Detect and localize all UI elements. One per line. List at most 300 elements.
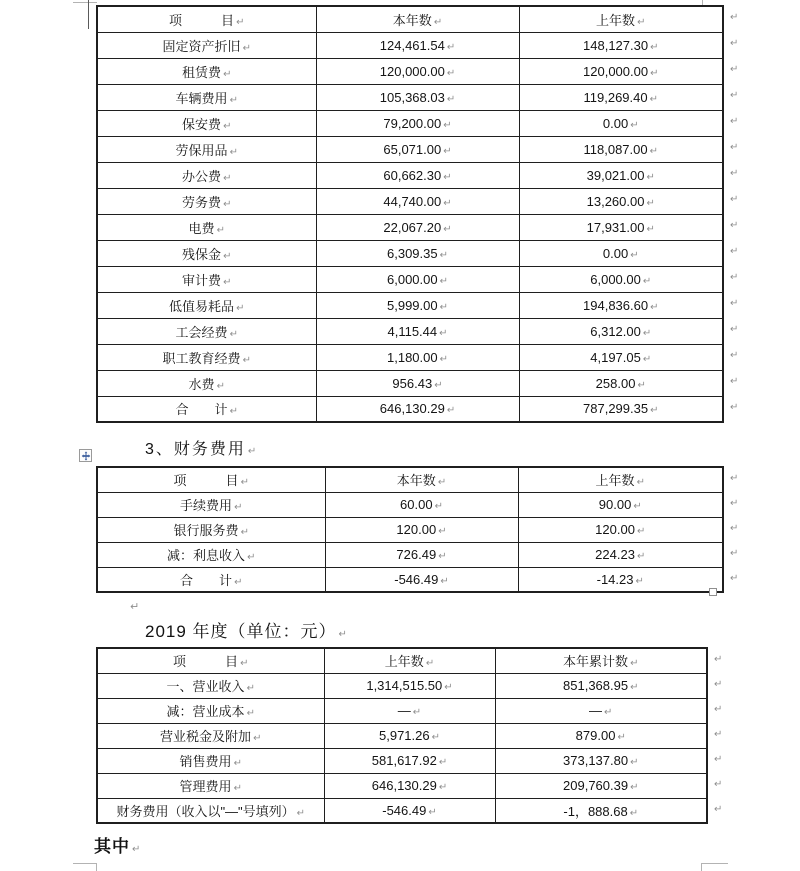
finance-expense-table-grid: [96, 466, 724, 593]
cell-text: 销售费用: [179, 754, 232, 769]
table-cell[interactable]: [324, 723, 495, 748]
header-cell[interactable]: [324, 648, 495, 673]
pilcrow-mark: ↵: [229, 146, 238, 158]
table-cell[interactable]: [518, 567, 723, 592]
pilcrow-mark: ↵: [642, 275, 652, 287]
table-row: [97, 798, 707, 823]
table-cell[interactable]: [97, 396, 316, 422]
table-cell[interactable]: [97, 84, 316, 110]
pilcrow-mark: ↵: [439, 327, 448, 339]
pilcrow-mark: ↵: [439, 301, 448, 313]
cell-text: 项 目: [173, 473, 239, 489]
cell-text: 787,299.35: [583, 401, 649, 417]
table-cell[interactable]: [518, 492, 723, 517]
pilcrow-mark: ↵: [446, 405, 456, 417]
pilcrow-mark: ↵: [130, 600, 140, 613]
cell-text: 工会经费: [175, 324, 228, 340]
table-row: [97, 723, 707, 748]
table-cell[interactable]: [519, 188, 723, 214]
table-cell[interactable]: [316, 110, 519, 136]
cell-text: 118,087.00: [583, 141, 648, 157]
table-cell[interactable]: [97, 266, 316, 292]
table-cell[interactable]: [495, 673, 707, 698]
table-cell[interactable]: [97, 773, 324, 798]
table-cell[interactable]: [325, 567, 518, 592]
pilcrow-mark: ↵: [223, 276, 232, 288]
cell-text: 194,836.60: [583, 297, 649, 313]
pilcrow-mark: ↵: [633, 501, 642, 512]
cell-text: 39,021.00: [586, 167, 645, 183]
table-row: [97, 773, 707, 798]
table-cell[interactable]: [495, 798, 707, 823]
pilcrow-mark: ↵: [240, 477, 249, 489]
pilcrow-mark: ↵: [444, 682, 453, 693]
cell-text: 60.00: [400, 497, 433, 512]
pilcrow-mark: ↵: [440, 575, 449, 587]
cell-text: 726.49: [396, 547, 437, 562]
pilcrow-mark: ↵: [730, 38, 739, 49]
table-row: [97, 136, 723, 162]
year-2019-summary-table: [96, 647, 723, 824]
table-row: [97, 396, 723, 422]
table-cell[interactable]: [97, 136, 316, 162]
pilcrow-mark: ↵: [446, 67, 456, 79]
pilcrow-mark: ↵: [132, 844, 142, 855]
pilcrow-mark: ↵: [730, 142, 739, 153]
pilcrow-mark: ↵: [730, 473, 739, 484]
cell-text: 上年数: [596, 12, 636, 28]
pilcrow-mark: ↵: [714, 779, 723, 790]
pilcrow-mark: ↵: [431, 732, 440, 743]
cell-text: 营业税金及附加: [160, 729, 252, 744]
pilcrow-mark: ↵: [646, 223, 655, 235]
pilcrow-mark: ↵: [242, 354, 251, 366]
table-cell[interactable]: [97, 240, 316, 266]
cell-text: 22,067.20: [383, 219, 442, 235]
cell-text: 办公费: [182, 168, 222, 184]
pilcrow-mark: ↵: [730, 402, 739, 413]
pilcrow-mark: ↵: [437, 477, 447, 489]
table-cell[interactable]: [316, 214, 519, 240]
pilcrow-mark: ↵: [223, 120, 232, 132]
pilcrow-mark: ↵: [216, 224, 225, 236]
cell-text: 6,000.00: [387, 271, 438, 287]
pilcrow-mark: ↵: [433, 16, 443, 28]
cell-text: 1,180.00: [387, 349, 438, 365]
cell-text: 0.00: [602, 245, 629, 261]
heading-text: 其中: [94, 837, 130, 856]
table-cell[interactable]: [316, 240, 519, 266]
table-cell[interactable]: [316, 84, 519, 110]
cell-text: 373,137.80: [563, 753, 629, 768]
table-cell[interactable]: [316, 136, 519, 162]
cell-text: 65,071.00: [383, 141, 442, 157]
pilcrow-mark: ↵: [642, 327, 652, 339]
pilcrow-mark: ↵: [229, 328, 238, 340]
table-cell[interactable]: [495, 773, 707, 798]
pilcrow-mark: ↵: [443, 223, 452, 235]
table-cell[interactable]: [519, 240, 723, 266]
cell-text: 项 目: [173, 654, 239, 670]
pilcrow-mark: ↵: [649, 145, 658, 157]
cell-text: 6,312.00: [590, 323, 641, 339]
table-cell[interactable]: [316, 58, 519, 84]
cell-text: 119,269.40: [583, 89, 648, 105]
cell-text: —: [589, 703, 603, 718]
table-cell[interactable]: [316, 32, 519, 58]
table-cell[interactable]: [97, 292, 316, 318]
finance-expense-table: [96, 466, 739, 593]
header-cell[interactable]: [495, 648, 707, 673]
table-cell[interactable]: [495, 698, 707, 723]
pilcrow-mark: ↵: [730, 246, 739, 257]
text-boundary-mark-bottom-left: [73, 863, 97, 864]
section-heading-year-2019[interactable]: [145, 617, 348, 642]
table-resize-handle[interactable]: [709, 588, 717, 596]
cell-text: 本年累计数: [563, 654, 629, 670]
cell-text: 合 计: [175, 402, 228, 418]
table-cell[interactable]: [519, 292, 723, 318]
cell-text: 44,740.00: [383, 193, 442, 209]
table-cell[interactable]: [519, 266, 723, 292]
table-cell[interactable]: [316, 266, 519, 292]
cell-text: 581,617.92: [371, 753, 437, 768]
management-expense-table: [96, 5, 739, 423]
table-row: [97, 698, 707, 723]
pilcrow-mark: ↵: [439, 249, 448, 261]
end-of-row-marks: [714, 647, 722, 822]
cell-text: 本年数: [396, 473, 436, 489]
table-cell[interactable]: [519, 84, 723, 110]
cell-text: 79,200.00: [383, 115, 442, 131]
cell-text: 224.23: [595, 547, 635, 562]
pilcrow-mark: ↵: [714, 804, 723, 815]
header-row: [97, 648, 707, 673]
pilcrow-mark: ↵: [446, 93, 456, 105]
pilcrow-mark: ↵: [438, 526, 447, 537]
cell-text: 银行服务费: [173, 523, 239, 538]
table-cell[interactable]: [97, 188, 316, 214]
table-cell[interactable]: [325, 542, 518, 567]
cell-text: 879.00: [575, 728, 616, 743]
end-of-row-marks: [730, 466, 738, 591]
pilcrow-mark: ↵: [236, 302, 245, 314]
pilcrow-mark: ↵: [223, 250, 232, 262]
table-cell[interactable]: [519, 344, 723, 370]
cell-text: 124,461.54: [379, 37, 445, 53]
cell-text: 120,000.00: [379, 63, 445, 79]
table-cell[interactable]: [495, 748, 707, 773]
table-row: [97, 266, 723, 292]
cell-text: 职工教育经费: [162, 350, 241, 366]
heading-text: 2019 年度（单位：元）: [145, 622, 337, 641]
pilcrow-mark: ↵: [434, 501, 443, 512]
cell-text: 120.00: [595, 522, 635, 537]
cell-text: 一、营业收入: [166, 679, 245, 694]
pilcrow-mark: ↵: [637, 16, 646, 28]
pilcrow-mark: ↵: [223, 68, 232, 80]
table-cell[interactable]: [519, 110, 723, 136]
table-cell[interactable]: [97, 344, 316, 370]
pilcrow-mark: ↵: [730, 272, 739, 283]
cell-text: 90.00: [598, 497, 632, 512]
pilcrow-mark: ↵: [730, 498, 739, 509]
table-cell[interactable]: [518, 517, 723, 542]
cell-text: 646,130.29: [371, 778, 437, 793]
table-row: [97, 32, 723, 58]
pilcrow-mark: ↵: [630, 757, 639, 768]
pilcrow-mark: ↵: [240, 527, 249, 538]
table-row: [97, 292, 723, 318]
table-cell[interactable]: [324, 673, 495, 698]
table-row: [97, 517, 723, 542]
table-cell[interactable]: [519, 58, 723, 84]
table-cell[interactable]: [97, 58, 316, 84]
pilcrow-mark: ↵: [234, 502, 243, 513]
cell-text: 固定资产折旧: [162, 38, 241, 54]
table-cell[interactable]: [316, 344, 519, 370]
heading-qizhong[interactable]: [94, 832, 141, 857]
pilcrow-mark: ↵: [730, 324, 739, 335]
table-cell[interactable]: [97, 318, 316, 344]
table-cell[interactable]: [97, 748, 324, 773]
section-heading-finance-expense[interactable]: [145, 436, 258, 459]
table-row: [97, 110, 723, 136]
table-row: [97, 240, 723, 266]
header-row: [97, 467, 723, 492]
pilcrow-mark: ↵: [234, 576, 243, 588]
pilcrow-mark: ↵: [223, 172, 232, 184]
pilcrow-mark: ↵: [434, 379, 443, 391]
table-cell[interactable]: [97, 492, 325, 517]
pilcrow-mark: ↵: [439, 353, 448, 365]
pilcrow-mark: ↵: [412, 707, 422, 718]
table-row: [97, 58, 723, 84]
table-cell[interactable]: [324, 698, 495, 723]
table-cell[interactable]: [519, 32, 723, 58]
pilcrow-mark: ↵: [730, 523, 739, 534]
table-cell[interactable]: [97, 567, 325, 592]
table-cell[interactable]: [324, 798, 495, 823]
header-cell[interactable]: [518, 467, 723, 492]
pilcrow-mark: ↵: [650, 405, 659, 417]
table-cell[interactable]: [316, 370, 519, 396]
pilcrow-mark: ↵: [428, 806, 437, 818]
pilcrow-mark: ↵: [216, 380, 225, 392]
table-cell[interactable]: [97, 370, 316, 396]
header-cell[interactable]: [97, 6, 316, 32]
pilcrow-mark: ↵: [438, 757, 448, 768]
cell-text: 120.00: [396, 522, 437, 537]
pilcrow-mark: ↵: [246, 708, 255, 719]
text-boundary-mark-bottom-left-stub: [96, 863, 97, 871]
header-cell[interactable]: [97, 648, 324, 673]
pilcrow-mark: ↵: [630, 119, 639, 131]
pilcrow-mark: ↵: [730, 168, 739, 179]
cell-text: 残保金: [182, 246, 222, 262]
table-cell[interactable]: [519, 162, 723, 188]
pilcrow-mark: ↵: [240, 658, 249, 670]
cell-text: 上年数: [384, 654, 424, 670]
pilcrow-mark: ↵: [439, 275, 448, 287]
cell-text: 4,197.05: [590, 349, 641, 365]
header-cell[interactable]: [316, 6, 519, 32]
pilcrow-mark: ↵: [714, 679, 723, 690]
pilcrow-mark: ↵: [246, 683, 255, 694]
text-boundary-mark-bottom-right: [701, 863, 728, 864]
cell-text: 956.43: [392, 375, 433, 391]
pilcrow-mark: ↵: [730, 194, 739, 205]
cell-text: 项 目: [169, 12, 235, 28]
move-arrows-icon: [81, 451, 91, 461]
management-expense-table-grid: [96, 5, 724, 423]
pilcrow-mark: ↵: [649, 93, 658, 105]
pilcrow-mark: ↵: [730, 548, 739, 559]
pilcrow-mark: ↵: [642, 353, 652, 365]
cell-text: 减：营业成本: [166, 704, 245, 719]
cell-text: 低值易耗品: [169, 298, 235, 314]
pilcrow-mark: ↵: [446, 41, 456, 53]
pilcrow-mark: ↵: [630, 658, 639, 670]
cell-text: 租赁费: [182, 64, 222, 80]
pilcrow-mark: ↵: [730, 350, 739, 361]
pilcrow-mark: ↵: [438, 551, 447, 562]
pilcrow-mark: ↵: [730, 376, 739, 387]
pilcrow-mark: ↵: [443, 145, 452, 157]
cell-text: 减：利息收入: [167, 548, 246, 563]
cell-text: -546.49: [394, 571, 439, 587]
table-move-handle[interactable]: [79, 449, 92, 462]
cell-text: 1,314,515.50: [366, 678, 443, 693]
cell-text: 劳务费: [182, 194, 222, 210]
cell-text: 17,931.00: [586, 219, 645, 235]
table-cell[interactable]: [97, 110, 316, 136]
pilcrow-mark: ↵: [714, 704, 723, 715]
table-cell[interactable]: [97, 32, 316, 58]
table-cell[interactable]: [519, 370, 723, 396]
table-row: [97, 162, 723, 188]
cell-text: 管理费用: [179, 779, 232, 794]
pilcrow-mark: ↵: [636, 551, 646, 562]
table-cell[interactable]: [325, 492, 518, 517]
table-cell[interactable]: [495, 723, 707, 748]
pilcrow-mark: ↵: [242, 42, 251, 54]
cell-text: 148,127.30: [583, 37, 649, 53]
pilcrow-mark: ↵: [338, 629, 348, 640]
pilcrow-mark: ↵: [253, 733, 262, 744]
table-cell[interactable]: [324, 773, 495, 798]
pilcrow-mark: ↵: [443, 119, 452, 131]
table-cell[interactable]: [316, 318, 519, 344]
table-cell[interactable]: [97, 542, 325, 567]
pilcrow-mark: ↵: [438, 782, 448, 793]
table-cell[interactable]: [519, 214, 723, 240]
pilcrow-mark: ↵: [637, 379, 646, 391]
pilcrow-mark: ↵: [714, 754, 723, 765]
pilcrow-mark: ↵: [630, 249, 639, 261]
pilcrow-mark: ↵: [646, 171, 655, 183]
table-cell[interactable]: [518, 542, 723, 567]
pilcrow-mark: ↵: [443, 197, 452, 209]
cell-text: 财务费用（收入以"—"号填列）: [116, 803, 295, 819]
cell-text: 合 计: [180, 572, 233, 588]
cell-text: 车辆费用: [175, 90, 228, 106]
table-cell[interactable]: [316, 396, 519, 422]
pilcrow-mark: ↵: [730, 116, 739, 127]
table-cell[interactable]: [97, 214, 316, 240]
cell-text: —: [397, 703, 411, 718]
pilcrow-mark: ↵: [604, 707, 613, 718]
table-cell[interactable]: [316, 188, 519, 214]
table-row: [97, 214, 723, 240]
cell-text: 258.00: [595, 375, 636, 391]
table-cell[interactable]: [325, 517, 518, 542]
pilcrow-mark: ↵: [247, 552, 256, 563]
pilcrow-mark: ↵: [630, 782, 639, 793]
table-row: [97, 567, 723, 592]
table-cell[interactable]: [519, 396, 723, 422]
cell-text: 5,971.26: [379, 728, 430, 743]
table-cell[interactable]: [97, 162, 316, 188]
header-cell[interactable]: [97, 467, 325, 492]
table-row: [97, 84, 723, 110]
table-cell[interactable]: [324, 748, 495, 773]
cell-text: 209,760.39: [563, 778, 629, 793]
end-of-row-marks: [730, 5, 738, 421]
header-row: [97, 6, 723, 32]
table-cell[interactable]: [316, 292, 519, 318]
table-cell[interactable]: [97, 798, 324, 823]
cell-text: 0.00: [602, 115, 629, 131]
pilcrow-mark: ↵: [229, 406, 238, 418]
pilcrow-mark: ↵: [629, 807, 639, 819]
pilcrow-mark: ↵: [730, 64, 739, 75]
cell-text: 105,368.03: [379, 89, 445, 105]
table-cell[interactable]: [97, 517, 325, 542]
cell-text: 手续费用: [180, 498, 233, 513]
pilcrow-mark: ↵: [635, 575, 644, 587]
table-cell[interactable]: [519, 136, 723, 162]
cell-text: 6,309.35: [387, 245, 438, 261]
cell-text: 劳保用品: [175, 142, 228, 158]
pilcrow-mark: ↵: [714, 729, 723, 740]
pilcrow-mark: ↵: [233, 758, 242, 769]
pilcrow-mark: ↵: [296, 807, 306, 819]
pilcrow-mark: ↵: [425, 658, 435, 670]
pilcrow-mark: ↵: [636, 526, 646, 537]
table-row: [97, 370, 723, 396]
pilcrow-mark: ↵: [650, 301, 659, 313]
table-cell[interactable]: [316, 162, 519, 188]
pilcrow-mark: ↵: [646, 197, 655, 209]
cell-text: 5,999.00: [387, 297, 438, 313]
header-cell[interactable]: [325, 467, 518, 492]
table-cell[interactable]: [519, 318, 723, 344]
table-cell[interactable]: [97, 673, 324, 698]
table-cell[interactable]: [97, 698, 324, 723]
table-cell[interactable]: [97, 723, 324, 748]
table-row: [97, 318, 723, 344]
pilcrow-mark: ↵: [730, 220, 739, 231]
header-cell[interactable]: [519, 6, 723, 32]
table-row: [97, 492, 723, 517]
cell-text: -14.23: [596, 571, 634, 587]
pilcrow-mark: ↵: [730, 573, 739, 584]
cell-text: 水费: [188, 376, 215, 392]
table-row: [97, 542, 723, 567]
pilcrow-mark: ↵: [630, 682, 639, 693]
text-boundary-mark-top-left: [73, 2, 97, 3]
